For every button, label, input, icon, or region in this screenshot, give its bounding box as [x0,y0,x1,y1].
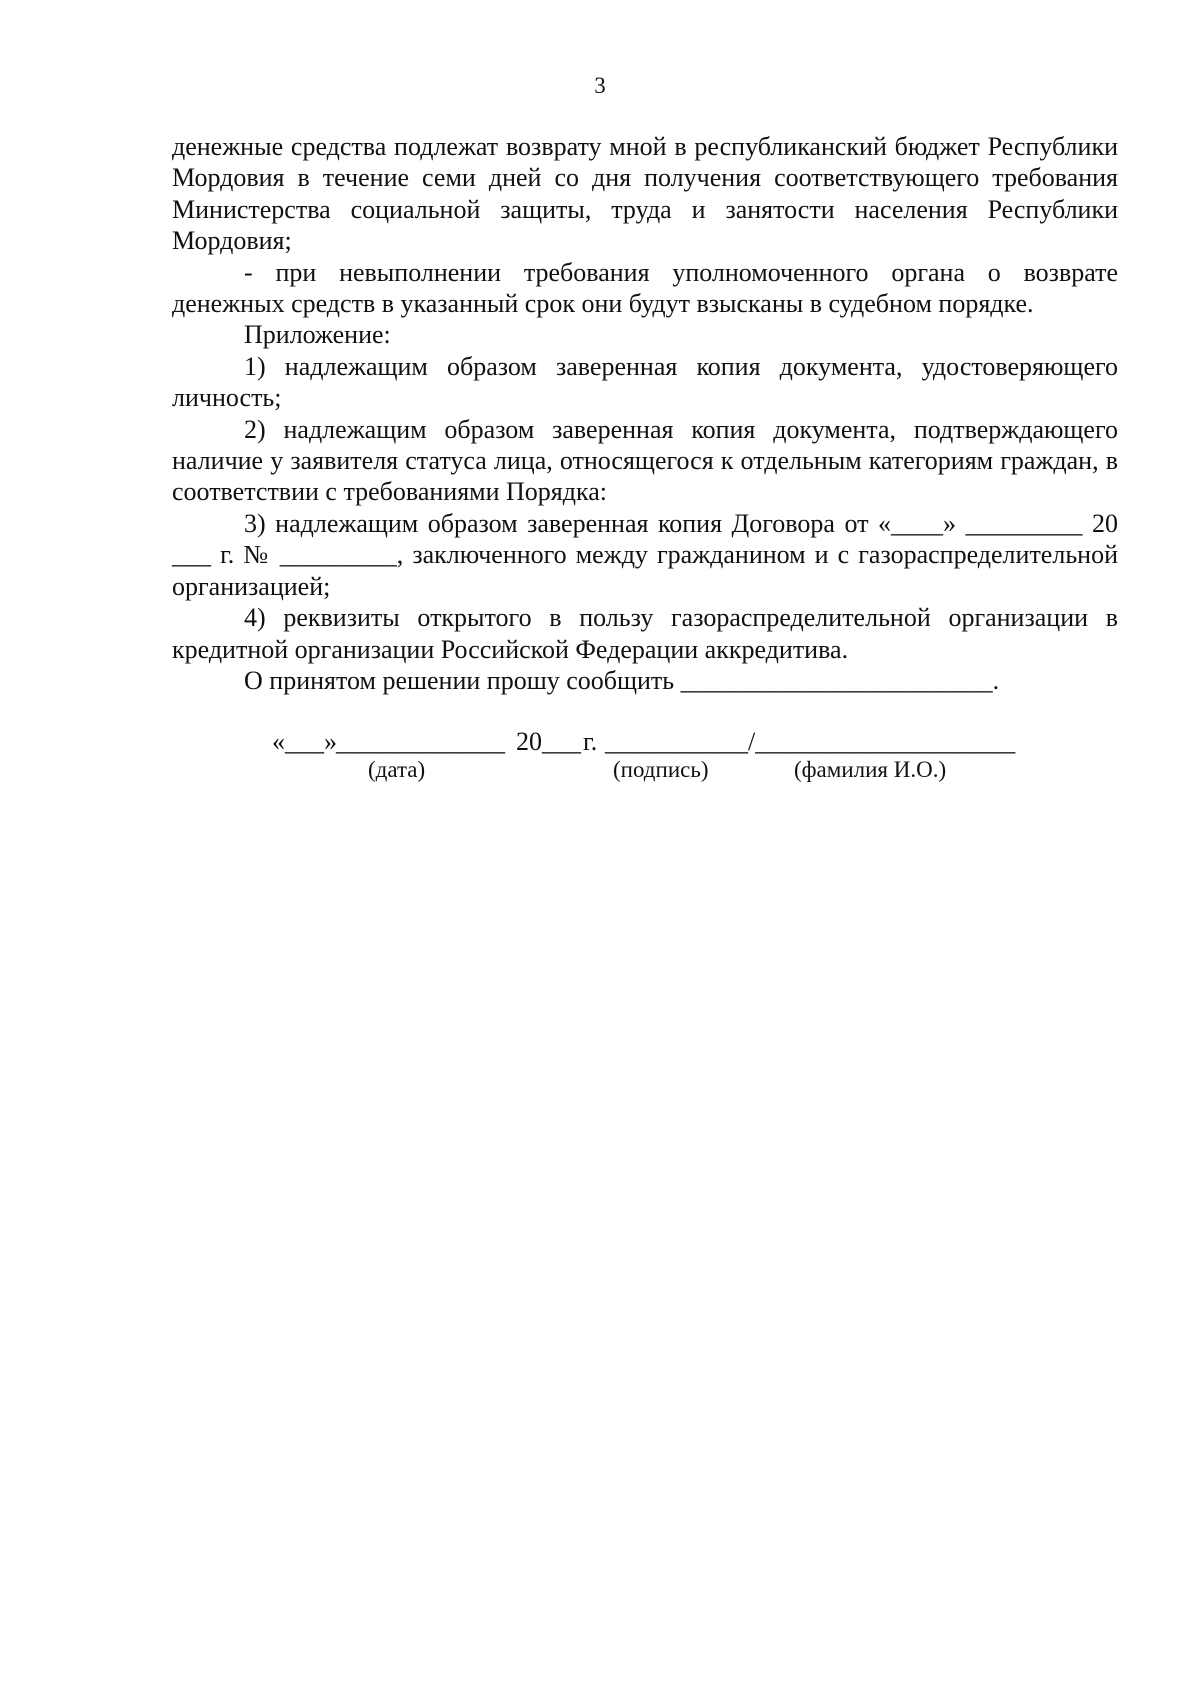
year-suffix: г. [583,727,598,756]
attachment-item-3: 3) надлежащим образом заверенная копия Договора от «____» _________ 20 ___ г. № _________, заключенного между гражданином и с газораспределительной организацией; [172,508,1118,601]
notification-request: О принятом решении прошу сообщить ________________________. [244,665,1000,695]
paragraph-refund-obligation: денежные средства подлежат возврату мной в республиканский бюджет Республики Мордовия в течение семи дней со дня получения соответствующего требования Министерства социальной защиты, труда и занятости населения Республики Мордовия; [172,132,1118,256]
page-number: 3 [594,73,606,98]
date-year: 20___ [516,727,581,756]
signature-name-blank: ___________/____________________ [605,727,1016,756]
signature-block [0,0,1200,800]
caption-date: (дата) [368,757,426,782]
attachments-heading: Приложение: [244,320,391,350]
date-day-blank: «___» [272,727,337,756]
caption-signature: (подпись) [613,757,709,782]
attachment-item-1: 1) надлежащим образом заверенная копия документа, удостоверяющего личность; [172,351,1118,413]
attachment-item-2: 2) надлежащим образом заверенная копия документа, подтверждающего наличие у заявителя статуса лица, относящегося к отдельным категориям граждан, в соответствии с требованиями Порядка: [172,414,1118,507]
attachment-item-4: 4) реквизиты открытого в пользу газораспределительной организации в кредитной организации Российской Федерации аккредитива. [172,603,1118,664]
caption-name: (фамилия И.О.) [794,757,947,782]
date-month-blank: _____________ [336,727,505,756]
paragraph-court-recovery: - при невыполнении требования уполномоченного органа о возврате денежных средств в указанный срок они будут взысканы в судебном порядке. [172,257,1118,319]
